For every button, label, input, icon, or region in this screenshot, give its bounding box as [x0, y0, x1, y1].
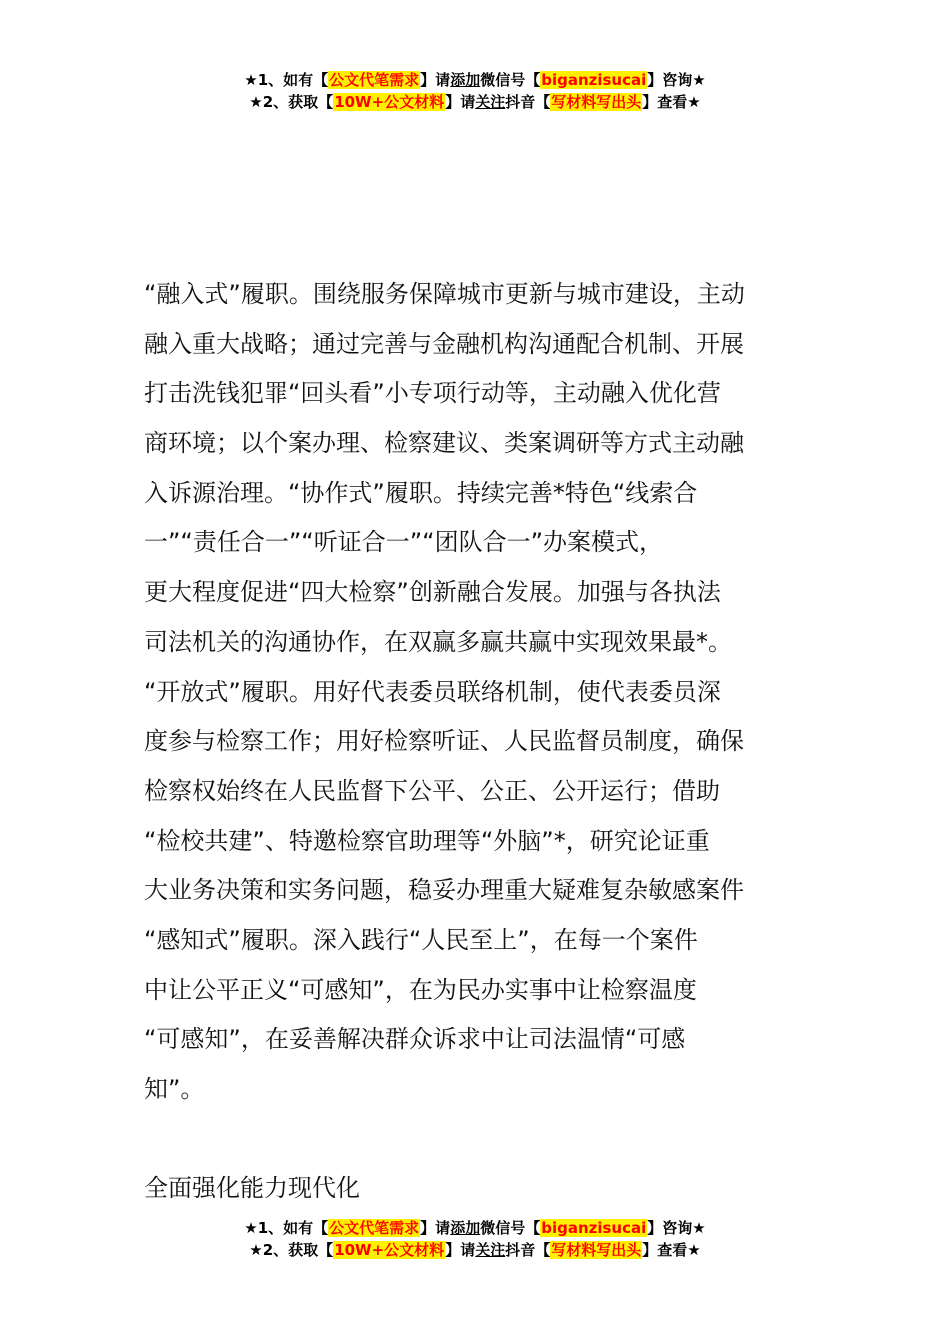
body-paragraph: [144, 270, 808, 1115]
body-line: 司法机关的沟通协作，在双赢多赢共赢中实现效果最*。: [144, 627, 732, 656]
body-line: 更大程度促进“四大检察”创新融合发展。加强与各执法: [144, 578, 721, 607]
banner-highlight: biganzisucai: [541, 1219, 647, 1237]
section-heading: 全面强化能力现代化: [144, 1174, 360, 1202]
body-line: 度参与检察工作；用好检察听证、人民监督员制度，确保: [144, 727, 744, 756]
banner-line-2: ★2、获取【10W+公文材料】请关注抖音【写材料写出头】查看★: [249, 1241, 701, 1259]
body-line: 入诉源治理。“协作式”履职。持续完善*特色“线索合: [144, 478, 698, 507]
banner-highlight: biganzisucai: [541, 71, 647, 89]
banner-line-1: ★1、如有【公文代笔需求】请添加微信号【biganzisucai】咨询★: [244, 1219, 706, 1237]
banner-highlight: 写材料写出头: [551, 93, 642, 111]
body-line: “开放式”履职。用好代表委员联络机制，使代表委员深: [144, 677, 721, 706]
body-line: “融入式”履职。围绕服务保障城市更新与城市建设，主动: [144, 280, 745, 308]
body-line: 商环境；以个案办理、检察建议、类案调研等方式主动融: [144, 429, 744, 458]
top-banner: [0, 69, 950, 113]
body-line: 检察权始终在人民监督下公平、公正、公开运行；借助: [144, 776, 720, 805]
banner-highlight: 10W+公文材料: [334, 93, 445, 111]
body-line: 大业务决策和实务问题，稳妥办理重大疑难复杂敏感案件: [144, 876, 744, 905]
banner-highlight: 10W+公文材料: [334, 1241, 445, 1259]
body-line: “可感知”，在妥善解决群众诉求中让司法温情“可感: [144, 1025, 686, 1054]
body-line: 中让公平正义“可感知”，在为民办实事中让检察温度: [144, 975, 697, 1004]
banner-line-2: ★2、获取【10W+公文材料】请关注抖音【写材料写出头】查看★: [249, 93, 701, 111]
banner-highlight: 公文代笔需求: [329, 71, 420, 89]
body-line: 打击洗钱犯罪“回头看”小专项行动等，主动融入优化营: [144, 379, 721, 408]
body-line: 融入重大战略；通过完善与金融机构沟通配合机制、开展: [144, 329, 744, 358]
banner-highlight: 写材料写出头: [551, 1241, 642, 1259]
body-line: “检校共建”、特邀检察官助理等“外脑”*，研究论证重: [144, 826, 710, 855]
banner-highlight: 公文代笔需求: [329, 1219, 420, 1237]
body-line: 一”“责任合一”“听证合一”“团队合一”办案模式，: [144, 528, 664, 557]
banner-line-1: ★1、如有【公文代笔需求】请添加微信号【biganzisucai】咨询★: [244, 71, 706, 89]
bottom-banner: [0, 1217, 950, 1261]
body-line: “感知式”履职。深入践行“人民至上”，在每一个案件: [144, 925, 698, 954]
body-line: 知”。: [144, 1075, 205, 1103]
